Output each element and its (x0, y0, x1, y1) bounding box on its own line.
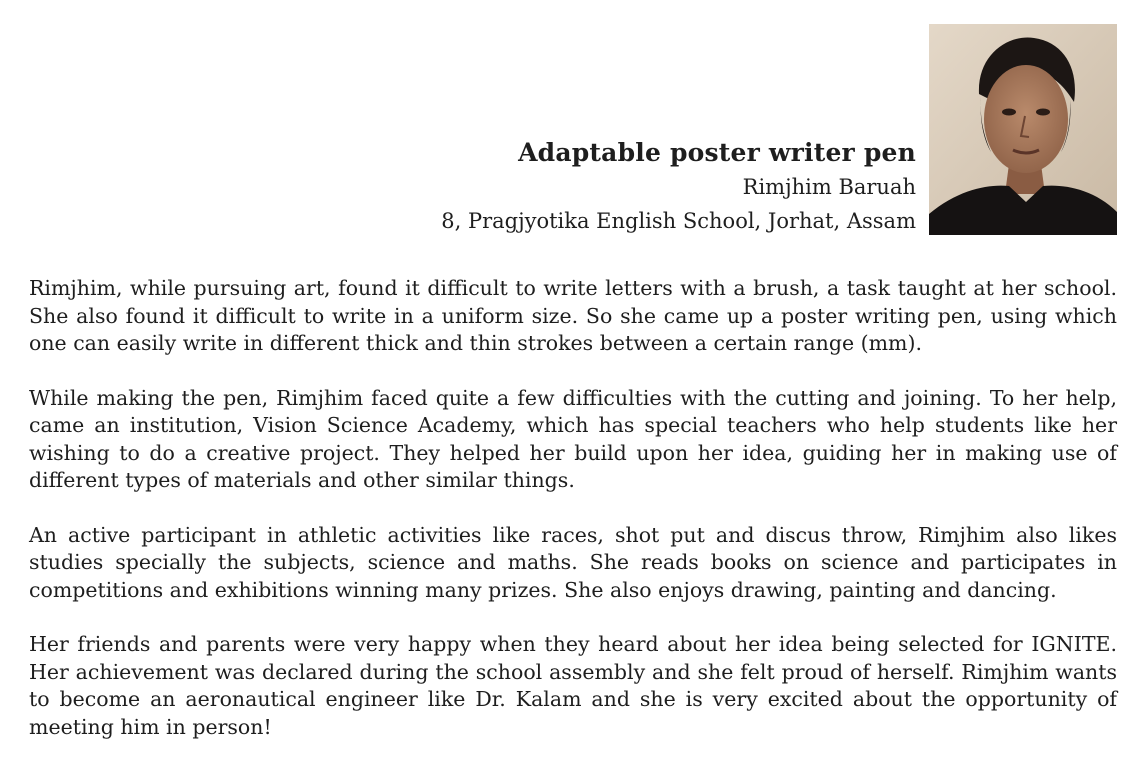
article-body (29, 275, 1117, 768)
portrait-photo-icon (929, 24, 1117, 235)
article-title: Adaptable poster writer pen (518, 138, 916, 167)
portrait-photo (929, 24, 1117, 235)
article-header (0, 0, 1145, 260)
paragraph-2: While making the pen, Rimjhim faced quite a few difficulties with the cutting and joining. To her help, came an institution, Vision Science Academy, which has special teachers who help students like her wishing to do a creative project. They helped her build upon her idea, guiding her in making use of different types of materials and other similar things. (29, 385, 1117, 492)
author-name: Rimjhim Baruah (742, 175, 916, 199)
title-block (441, 136, 916, 238)
paragraph-4: Her friends and parents were very happy when they heard about her idea being selected for IGNITE. Her achievement was declared during the school assembly and she felt proud of herself. Rimjhim wants to become an aeronautical engineer like Dr. Kalam and she is very excited about the opportunity of meeting him in person! (29, 632, 1117, 739)
paragraph-3: An active participant in athletic activities like races, shot put and discus throw, Rimjhim also likes studies specially the subjects, science and maths. She reads books on science and participates in competitions and exhibitions winning many prizes. She also enjoys drawing, painting and dancing. (29, 522, 1117, 602)
paragraph-1: Rimjhim, while pursuing art, found it difficult to write letters with a brush, a task taught at her school. She also found it difficult to write in a uniform size. So she came up a poster writing pen, using which one can easily write in different thick and thin strokes between a certain range (mm). (29, 276, 1117, 355)
school-info: 8, Pragjyotika English School, Jorhat, Assam (441, 209, 916, 233)
